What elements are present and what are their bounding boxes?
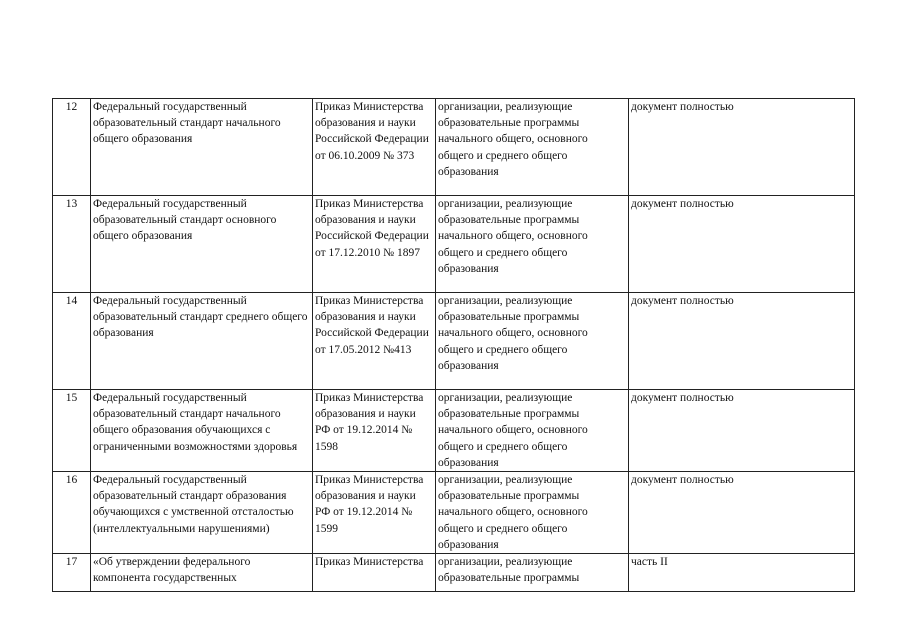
table-row — [53, 554, 855, 592]
table-row — [53, 390, 855, 472]
legal-act: Приказ Министерства образования и науки Российской Федерации от 06.10.2009 № 373 — [313, 99, 436, 196]
applicable-organizations: организации, реализующие образовательные программы начального общего, основного общего и среднего общего образования — [436, 99, 629, 196]
standard-name: Федеральный государственный образовательный стандарт образования обучающихся с умственной отсталостью (интеллектуальными нарушениями) — [91, 472, 313, 554]
legal-act: Приказ Министерства образования и науки Российской Федерации от 17.05.2012 №413 — [313, 293, 436, 390]
applicable-organizations: организации, реализующие образовательные программы начального общего, основного общего и среднего общего образования — [436, 390, 629, 472]
legal-act: Приказ Министерства образования и науки Российской Федерации от 17.12.2010 № 1897 — [313, 196, 436, 293]
table-row — [53, 99, 855, 196]
table-row — [53, 196, 855, 293]
scope: документ полностью — [629, 390, 855, 472]
row-number: 13 — [53, 196, 91, 293]
row-number: 14 — [53, 293, 91, 390]
legal-act: Приказ Министерства образования и науки РФ от 19.12.2014 № 1599 — [313, 472, 436, 554]
row-number: 16 — [53, 472, 91, 554]
standard-name: Федеральный государственный образовательный стандарт среднего общего образования — [91, 293, 313, 390]
scope: документ полностью — [629, 293, 855, 390]
applicable-organizations: организации, реализующие образовательные программы начального общего, основного общего и среднего общего образования — [436, 472, 629, 554]
standard-name: Федеральный государственный образовательный стандарт начального общего образования обучающихся с ограниченными возможностями здоровья — [91, 390, 313, 472]
legal-act: Приказ Министерства — [313, 554, 436, 592]
regulations-table — [52, 98, 855, 592]
scope: документ полностью — [629, 472, 855, 554]
scope: документ полностью — [629, 196, 855, 293]
standard-name: «Об утверждении федерального компонента государственных — [91, 554, 313, 592]
row-number: 17 — [53, 554, 91, 592]
table-row — [53, 293, 855, 390]
standard-name: Федеральный государственный образовательный стандарт начального общего образования — [91, 99, 313, 196]
row-number: 15 — [53, 390, 91, 472]
applicable-organizations: организации, реализующие образовательные программы — [436, 554, 629, 592]
table-row — [53, 472, 855, 554]
scope: часть II — [629, 554, 855, 592]
scope: документ полностью — [629, 99, 855, 196]
standard-name: Федеральный государственный образовательный стандарт основного общего образования — [91, 196, 313, 293]
row-number: 12 — [53, 99, 91, 196]
legal-act: Приказ Министерства образования и науки РФ от 19.12.2014 № 1598 — [313, 390, 436, 472]
applicable-organizations: организации, реализующие образовательные программы начального общего, основного общего и среднего общего образования — [436, 196, 629, 293]
applicable-organizations: организации, реализующие образовательные программы начального общего, основного общего и среднего общего образования — [436, 293, 629, 390]
